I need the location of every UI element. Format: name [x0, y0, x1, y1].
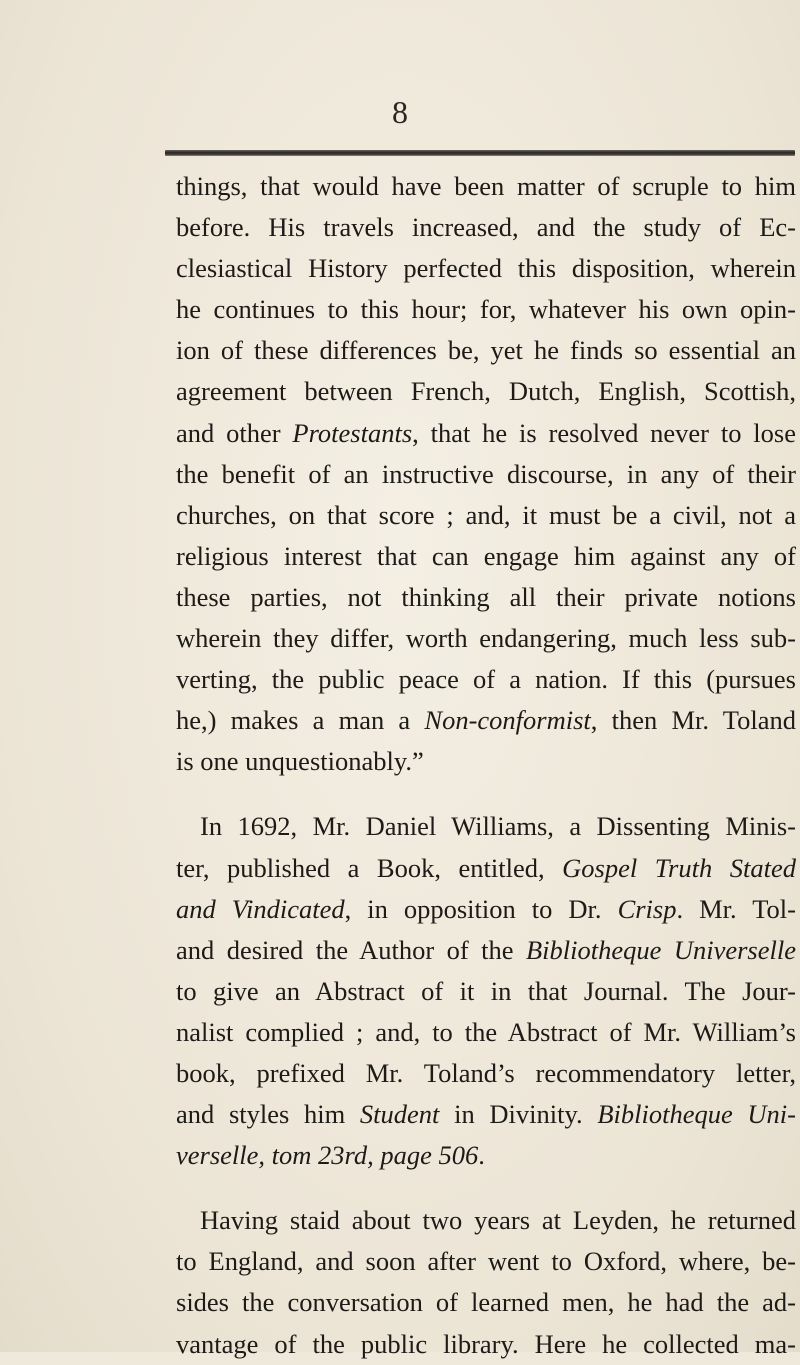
text-line: [176, 577, 796, 618]
text-line: [176, 371, 796, 412]
text-line: [176, 495, 796, 536]
text-run: Having staid about two years at Leyden, he returned: [200, 1205, 796, 1236]
text-run: in Divinity.: [439, 1099, 598, 1130]
text-line: [176, 1200, 796, 1241]
text-line: [176, 848, 796, 889]
text-run: book, prefixed Mr. Toland’s recommendatory letter,: [176, 1057, 796, 1088]
paragraph: [176, 806, 796, 1176]
paragraph: [176, 166, 796, 782]
text-line: [176, 741, 796, 782]
text-run: churches, on that score ; and, it must be a civil, not a: [176, 499, 796, 530]
text-run: the benefit of an instructive discourse, in any of their: [176, 458, 796, 489]
text-line: [176, 289, 796, 330]
text-run: In 1692, Mr. Daniel Williams, a Dissenting Minis-: [200, 811, 796, 842]
text-run: wherein they differ, worth endangering, much less sub-: [176, 623, 796, 654]
text-run: .: [478, 1140, 485, 1171]
italic-text: Gospel Truth Stated: [562, 852, 796, 883]
text-run: nalist complied ; and, to the Abstract of Mr. William’s: [176, 1016, 796, 1047]
text-line: [176, 1324, 796, 1365]
text-run: vantage of the public library. Here he collected ma-: [176, 1328, 796, 1359]
text-line: [176, 1241, 796, 1282]
paragraph: [176, 1200, 796, 1364]
text-run: these parties, not thinking all their private notions: [176, 581, 796, 612]
text-run: clesiastical History perfected this disposition, wherein: [176, 253, 796, 284]
text-run: he continues to this hour; for, whatever his own opin-: [176, 294, 796, 325]
text-line: [176, 413, 796, 454]
paragraph-gap: [176, 1176, 796, 1200]
paragraph-gap: [176, 782, 796, 806]
text-line: [176, 1053, 796, 1094]
text-line: [176, 454, 796, 495]
text-line: [176, 700, 796, 741]
text-line: [176, 1282, 796, 1323]
text-run: , then Mr. Toland: [590, 705, 796, 736]
text-run: to give an Abstract of it in that Journal. The Jour-: [176, 975, 796, 1006]
italic-text: and Vindicated: [176, 893, 345, 924]
text-run: , in opposition to Dr.: [344, 893, 618, 924]
text-run: things, that would have been matter of scruple to him: [176, 171, 796, 201]
text-run: ter, published a Book, entitled,: [176, 852, 563, 883]
text-run: he,) makes a man a: [176, 705, 425, 736]
text-line: [176, 889, 796, 930]
italic-text: verselle, tom 23rd, page 506: [176, 1140, 479, 1171]
text-run: . Mr. Tol-: [676, 893, 796, 924]
body-text: [176, 166, 796, 1365]
text-run: , that he is resolved never to lose: [412, 417, 796, 448]
text-line: [176, 1094, 796, 1135]
text-run: verting, the public peace of a nation. If this (pursues: [176, 664, 796, 695]
text-line: [176, 166, 796, 207]
text-run: before. His travels increased, and the study of Ec-: [176, 212, 796, 243]
text-line: [176, 930, 796, 971]
text-run: and other: [176, 417, 293, 448]
italic-text: Non-conformist: [424, 705, 591, 736]
italic-text: Crisp: [617, 893, 677, 924]
text-line: [176, 330, 796, 371]
text-line: [176, 618, 796, 659]
text-run: and desired the Author of the: [176, 934, 526, 965]
text-run: agreement between French, Dutch, English, Scottish,: [176, 376, 796, 407]
text-run: ion of these differences be, yet he finds so essential an: [176, 335, 796, 366]
text-line: [176, 1135, 796, 1176]
italic-text: Bibliotheque Universelle: [525, 934, 796, 965]
page-number: 8: [392, 94, 408, 130]
text-line: [176, 806, 796, 847]
text-line: [176, 536, 796, 577]
text-line: [176, 659, 796, 700]
text-line: [176, 248, 796, 289]
italic-text: Bibliotheque Uni-: [597, 1099, 796, 1130]
text-run: religious interest that can engage him against any of: [176, 540, 796, 571]
italic-text: Student: [359, 1099, 440, 1130]
text-line: [176, 207, 796, 248]
text-line: [176, 1012, 796, 1053]
text-run: is one unquestionably.”: [176, 746, 424, 777]
text-run: to England, and soon after went to Oxford, where, be-: [176, 1246, 796, 1277]
header-rule: [165, 150, 795, 156]
italic-text: Protestants: [292, 417, 413, 448]
text-run: sides the conversation of learned men, he had the ad-: [176, 1287, 796, 1318]
text-line: [176, 971, 796, 1012]
text-run: and styles him: [176, 1099, 360, 1130]
